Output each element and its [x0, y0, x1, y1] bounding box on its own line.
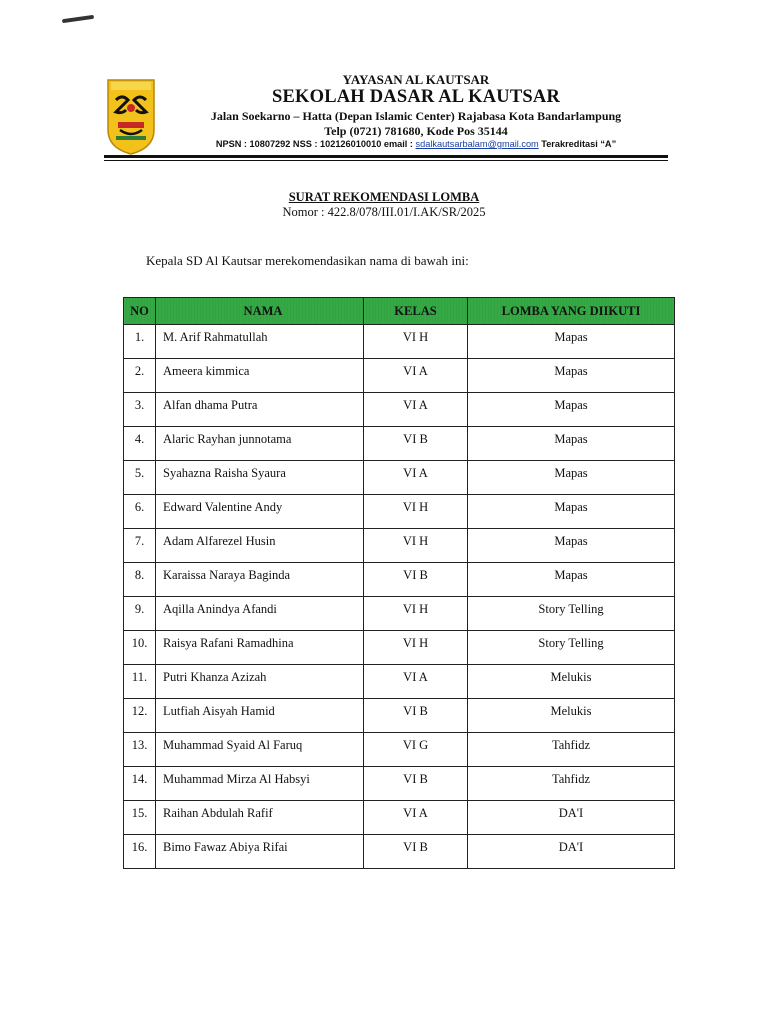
competition-name: Story Telling — [468, 597, 675, 631]
competition-name: Mapas — [468, 461, 675, 495]
header-divider-thin — [104, 160, 668, 161]
row-number: 1. — [124, 325, 156, 359]
class-name: VI H — [364, 529, 468, 563]
row-number: 16. — [124, 835, 156, 869]
table-row — [124, 325, 675, 359]
competition-name: Tahfidz — [468, 733, 675, 767]
document-title — [0, 190, 768, 205]
competition-name: Tahfidz — [468, 767, 675, 801]
student-name: Syahazna Raisha Syaura — [156, 461, 364, 495]
class-name: VI G — [364, 733, 468, 767]
table-row — [124, 359, 675, 393]
competition-name: Mapas — [468, 325, 675, 359]
table-row — [124, 665, 675, 699]
table-row — [124, 733, 675, 767]
email-link[interactable]: sdalkautsarbalam@gmail.com — [415, 139, 539, 149]
competition-name: Mapas — [468, 427, 675, 461]
row-number: 2. — [124, 359, 156, 393]
row-number: 6. — [124, 495, 156, 529]
table-row — [124, 461, 675, 495]
foundation-name: YAYASAN AL KAUTSAR — [342, 72, 490, 87]
row-number: 7. — [124, 529, 156, 563]
class-name: VI A — [364, 801, 468, 835]
school-name: SEKOLAH DASAR AL KAUTSAR — [271, 87, 561, 107]
class-name: VI B — [364, 427, 468, 461]
class-name: VI A — [364, 461, 468, 495]
student-name: Alfan dhama Putra — [156, 393, 364, 427]
table-row — [124, 495, 675, 529]
header-no: NO — [124, 298, 156, 325]
student-name: Edward Valentine Andy — [156, 495, 364, 529]
row-number: 5. — [124, 461, 156, 495]
school-address: Jalan Soekarno – Hatta (Depan Islamic Center) Rajabasa Kota Bandarlampung — [210, 109, 622, 123]
competition-name: Mapas — [468, 393, 675, 427]
student-name: Bimo Fawaz Abiya Rifai — [156, 835, 364, 869]
accreditation-text: Terakreditasi “A” — [538, 139, 617, 149]
class-name: VI A — [364, 359, 468, 393]
header-kelas: KELAS — [364, 298, 468, 325]
student-name: Adam Alfarezel Husin — [156, 529, 364, 563]
row-number: 9. — [124, 597, 156, 631]
class-name: VI B — [364, 835, 468, 869]
school-logo-icon — [106, 78, 156, 156]
table-row — [124, 393, 675, 427]
competition-name: Mapas — [468, 359, 675, 393]
student-name: Putri Khanza Azizah — [156, 665, 364, 699]
class-name: VI B — [364, 563, 468, 597]
table-row — [124, 699, 675, 733]
competition-name: Melukis — [468, 699, 675, 733]
competition-name: DA'I — [468, 835, 675, 869]
row-number: 3. — [124, 393, 156, 427]
table-row — [124, 835, 675, 869]
competition-name: Melukis — [468, 665, 675, 699]
student-name: Alaric Rayhan junnotama — [156, 427, 364, 461]
row-number: 15. — [124, 801, 156, 835]
school-phone: Telp (0721) 781680, Kode Pos 35144 — [324, 124, 508, 138]
student-name: Muhammad Mirza Al Habsyi — [156, 767, 364, 801]
table-row — [124, 529, 675, 563]
table-row — [124, 427, 675, 461]
header-lomba: LOMBA YANG DIIKUTI — [468, 298, 675, 325]
table-row — [124, 631, 675, 665]
intro-paragraph: Kepala SD Al Kautsar merekomendasikan nama di bawah ini: — [146, 253, 469, 268]
student-name: Lutfiah Aisyah Hamid — [156, 699, 364, 733]
row-number: 12. — [124, 699, 156, 733]
class-name: VI H — [364, 631, 468, 665]
student-name: Raihan Abdulah Rafif — [156, 801, 364, 835]
school-registration — [164, 139, 668, 149]
npsn-text: NPSN : 10807292 NSS : 102126010010 email : — [215, 139, 416, 149]
row-number: 13. — [124, 733, 156, 767]
table-row — [124, 801, 675, 835]
table-row — [124, 563, 675, 597]
competition-name: Mapas — [468, 495, 675, 529]
document-number: Nomor : 422.8/078/III.01/I.AK/SR/2025 — [282, 205, 486, 219]
class-name: VI H — [364, 495, 468, 529]
document-title-text: SURAT REKOMENDASI LOMBA — [288, 190, 480, 204]
row-number: 11. — [124, 665, 156, 699]
table-row — [124, 597, 675, 631]
class-name: VI A — [364, 393, 468, 427]
student-name: Muhammad Syaid Al Faruq — [156, 733, 364, 767]
class-name: VI A — [364, 665, 468, 699]
class-name: VI H — [364, 597, 468, 631]
class-name: VI H — [364, 325, 468, 359]
participants-table — [123, 297, 675, 869]
pen-mark — [62, 15, 94, 23]
class-name: VI B — [364, 767, 468, 801]
competition-name: Story Telling — [468, 631, 675, 665]
student-name: M. Arif Rahmatullah — [156, 325, 364, 359]
row-number: 4. — [124, 427, 156, 461]
header-divider-thick — [104, 155, 668, 158]
row-number: 10. — [124, 631, 156, 665]
competition-name: Mapas — [468, 563, 675, 597]
letterhead — [104, 72, 668, 158]
table-header-row — [124, 298, 675, 325]
competition-name: Mapas — [468, 529, 675, 563]
student-name: Aqilla Anindya Afandi — [156, 597, 364, 631]
competition-name: DA'I — [468, 801, 675, 835]
student-name: Raisya Rafani Ramadhina — [156, 631, 364, 665]
row-number: 8. — [124, 563, 156, 597]
row-number: 14. — [124, 767, 156, 801]
student-name: Karaissa Naraya Baginda — [156, 563, 364, 597]
table-row — [124, 767, 675, 801]
student-name: Ameera kimmica — [156, 359, 364, 393]
header-nama: NAMA — [156, 298, 364, 325]
class-name: VI B — [364, 699, 468, 733]
